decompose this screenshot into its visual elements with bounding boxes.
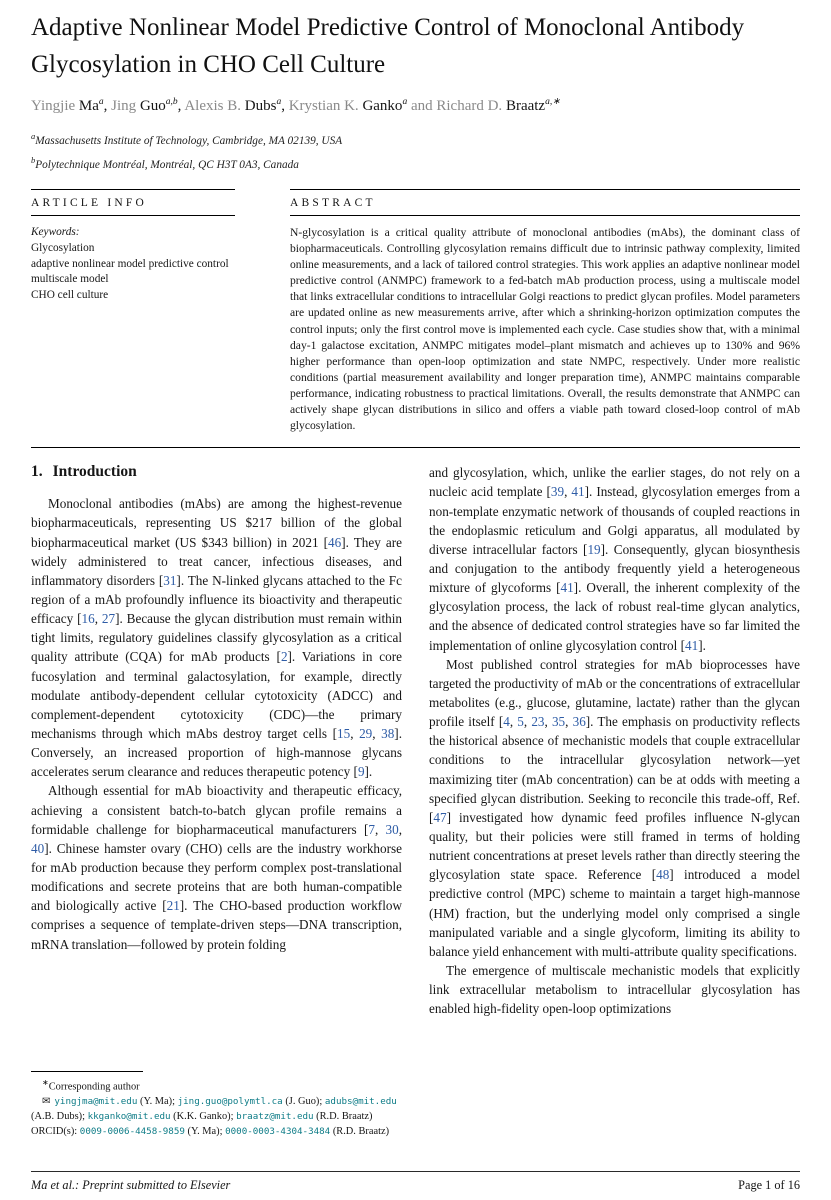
keyword: CHO cell culture	[31, 289, 109, 302]
affiliation: $^b$Polytechnique Montréal, Montréal, QC H3T 0A3, Canada	[31, 155, 299, 172]
paragraph: The emergence of multiscale mechanistic models that explicitly link extracellular metabolism to intracellular glycosylation has enabled high-fidelity open-loop optimizations	[429, 962, 800, 1017]
author-affmark: a,b	[165, 97, 178, 107]
citation-link[interactable]: 4	[503, 714, 510, 730]
abstract-text: N-glycosylation is a critical quality attribute of monoclonal antibodies (mAbs), the dominant class of biopharmaceuticals. Controlling glycosylation remains difficult due to intrinsic pathway complexity, limited online measurements, and a lack of tailored control strategies. This work applies an adaptive nonlinear model predictive control (ANMPC) framework to a fed-batch mAb production process, using a multiscale model that links extracellular conditions to intracellular Golgi reactions to predict glycan profiles. Model parameters are updated online as new measurements arrive, after which a shrinking-horizon optimization computes the control inputs; only the first control move is implemented each cycle. Case studies show that, with a minimal day-1 galactose excitation, ANMPC mitigates model–plant mismatch and achieves up to 130% and 96% higher performance than open-loop optimization and state NMPC, respectively. Under more realistic conditions (partial measurement availability and longer preparation time), ANMPC maintains comparable performance, indicating robustness to practical limitations. Overall, the results demonstrate that ANMPC can actively shape glycan distributions in silico and offers a viable path toward closed-loop control of mAb glycosylation.	[290, 225, 800, 433]
citation-link[interactable]: 41	[685, 637, 699, 653]
info-abstract-block	[31, 189, 800, 434]
citation-link[interactable]: 30	[385, 821, 399, 837]
author-list	[31, 96, 800, 115]
body-columns	[31, 463, 800, 1139]
affiliation-list	[31, 131, 800, 173]
paragraph: Although essential for mAb bioactivity and therapeutic efficacy, achieving a consistent batch-to-batch glycan profile remains a formidable challenge for biopharmaceutical manufacturers [7, 30, 40]. Chinese hamster ovary (CHO) cells are the industry workhorse for mAb production because they perform complex post-translational modifications and secrete proteins that are both human-compatible and biologically active [21]. The CHO-based production workflow comprises a sequence of template-driven steps—DNA transcription, mRNA translation—followed by protein folding	[31, 783, 402, 952]
orcid-link[interactable]: 0000-0003-4304-3484	[225, 1125, 331, 1137]
envelope-icon: ✉	[42, 1096, 51, 1107]
citation-link[interactable]: 7	[368, 821, 375, 837]
keyword: adaptive nonlinear model predictive control	[31, 257, 229, 270]
author: , Krystian K. Ganko$^a$	[281, 97, 408, 114]
section-heading-introduction	[31, 463, 402, 481]
orcid-footnote: ORCID(s): 0009-0006-4458-9859 (Y. Ma); 0000-0003-4304-3484 (R.D. Braatz)	[31, 1125, 390, 1137]
citation-link[interactable]: 36	[572, 714, 586, 730]
keyword: Glycosylation	[31, 241, 95, 254]
running-title: Ma et al.: Preprint submitted to Elsevier	[31, 1178, 231, 1192]
orcid-link[interactable]: 0009-0006-4458-9859	[79, 1125, 185, 1137]
paragraph: Most published control strategies for mAb bioprocesses have targeted the productivity of mAb or the concentrations of extracellular metabolites (e.g., glucose, glutamine, lactate) rather than the glycan profile itself [4, 5, 23, 35, 36]. The emphasis on productivity reflects the historical absence of mechanistic models that couple extracellular conditions to the intracellular glycosylation network—yet maximizing titer (mAb concentration) can be at odds with meeting a specified glycan distribution. Seeking to reconcile this trade-off, Ref. [47] investigated how dynamic feed profiles influence N-glycan quality, but their policies were still framed in terms of holding nutrient concentrations at preset levels rather than directly steering the glycosylation state space. Reference [48] introduced a model predictive control (MPC) scheme to maintain a target high-mannose (HM) fraction, but the underlying model only comprised a single manipulated variable and a single glycoform, limiting its ability to balance yield enhancement with multi-attribute quality specifications.	[429, 656, 800, 959]
body-right-column	[429, 463, 800, 1139]
email-link[interactable]: jing.guo@polymtl.ca	[177, 1096, 283, 1107]
author: Yingjie Ma$^a$	[31, 97, 104, 114]
paragraph: Monoclonal antibodies (mAbs) are among the highest-revenue biopharmaceuticals, representing US $217 billion of the global biopharmaceutical market (US $343 billion) in 2021 [46]. They are widely administered to treat cancer, infectious diseases, and inflammatory disorders [31]. The N-linked glycans attached to the Fc region of a mAb profoundly influence its bioactivity and therapeutic efficacy [16, 27]. Because the glycan distribution must remain within tight limits, regulatory guidelines classify glycosylation as a critical quality attribute (CQA) for mAb products [2]. Variations in core fucosylation and terminal galactosylation, for example, directly modulate antibody-dependent cellular cytotoxicity (ADCC) and complement-dependent cytotoxicity (CDC)—the primary mechanisms through which mAbs destroy target cells [15, 29, 38]. Conversely, an increased proportion of high-mannose glycans accelerates serum clearance and reduces therapeutic potency [9].	[31, 496, 402, 780]
citation-link[interactable]: 29	[359, 725, 373, 741]
citation-link[interactable]: 47	[433, 809, 447, 825]
page-footer	[31, 1171, 800, 1193]
citation-link[interactable]: 23	[531, 714, 545, 730]
author-affmark: a,∗	[545, 97, 561, 107]
email-link[interactable]: braatz@mit.edu	[236, 1110, 314, 1122]
section-title: Introduction	[52, 463, 137, 481]
citation-link[interactable]: 48	[656, 867, 670, 883]
footnote-rule	[31, 1071, 143, 1072]
author-affmark: a	[402, 97, 408, 107]
corresponding-author-note: ∗Corresponding author	[42, 1077, 140, 1093]
citation-link[interactable]: 46	[328, 534, 342, 550]
citation-link[interactable]: 41	[571, 484, 585, 500]
keywords-label: Keywords:	[31, 225, 80, 238]
citation-link[interactable]: 9	[357, 764, 365, 780]
author: , Alexis B. Dubs$^a$	[177, 97, 282, 114]
affiliation: $^a$Massachusetts Institute of Technology, Cambridge, MA 02139, USA	[31, 131, 343, 147]
email-footnote: ✉ yingjma@mit.edu (Y. Ma); jing.guo@polymtl.ca (J. Guo); adubs@mit.edu (A.B. Dubs); kkganko@mit.edu (K.K. Ganko); braatz@mit.edu (R.D. Braatz)	[31, 1096, 397, 1122]
citation-link[interactable]: 35	[551, 714, 566, 730]
paragraph: and glycosylation, which, unlike the earlier stages, do not rely on a nucleic acid template [39, 41]. Instead, glycosylation emerges from a non-template enzymatic network of thousands of coupled reactions in the endoplasmic reticulum and Golgi apparatus, all modulated by diverse intracellular factors [19]. Consequently, glycan biosynthesis and conjugation to the antibody frequently yield a heterogeneous mixture of glycoforms [41]. Overall, the inherent complexity of the glycosylation process, the lack of robust real-time glycan analytics, and the absence of dedicated control strategies have so far limited the implementation of online glycosylation control [41].	[429, 465, 800, 653]
page-number: Page 1 of 16	[738, 1178, 800, 1192]
citation-link[interactable]: 5	[517, 714, 524, 730]
paper-title: Adaptive Nonlinear Model Predictive Control of Monoclonal Antibody Glycosylation in CHO Cell Culture	[31, 14, 745, 78]
citation-link[interactable]: 39	[550, 484, 565, 500]
author: and Richard D. Braatz$^{a,∗}$	[407, 97, 561, 114]
email-link[interactable]: adubs@mit.edu	[324, 1096, 397, 1107]
header-divider	[31, 447, 800, 448]
citation-link[interactable]: 21	[166, 898, 180, 914]
article-info-heading: ARTICLE INFO	[31, 189, 235, 216]
citation-link[interactable]: 15	[337, 725, 351, 741]
abstract-column	[290, 189, 800, 434]
keyword: multiscale model	[31, 273, 109, 286]
orcid-label: ORCID(s):	[31, 1125, 80, 1137]
body-left-column	[31, 463, 402, 1139]
citation-link[interactable]: 19	[587, 541, 601, 557]
citation-link[interactable]: 16	[81, 611, 95, 627]
footnote-block	[31, 1071, 402, 1140]
author-affmark: a	[98, 97, 104, 107]
author-affmark: a	[276, 97, 282, 107]
email-link[interactable]: yingjma@mit.edu	[54, 1096, 138, 1107]
email-link[interactable]: kkganko@mit.edu	[87, 1110, 171, 1122]
citation-link[interactable]: 41	[560, 580, 574, 596]
abstract-heading: ABSTRACT	[290, 189, 800, 216]
citation-link[interactable]: 27	[101, 611, 116, 627]
section-number: 1.	[31, 463, 43, 481]
citation-link[interactable]: 31	[163, 572, 177, 588]
author: , Jing Guo$^{a,b}$	[103, 97, 178, 114]
citation-link[interactable]: 38	[381, 725, 395, 741]
citation-link[interactable]: 2	[280, 649, 288, 665]
citation-link[interactable]: 40	[31, 840, 45, 856]
article-info-column	[31, 189, 235, 434]
